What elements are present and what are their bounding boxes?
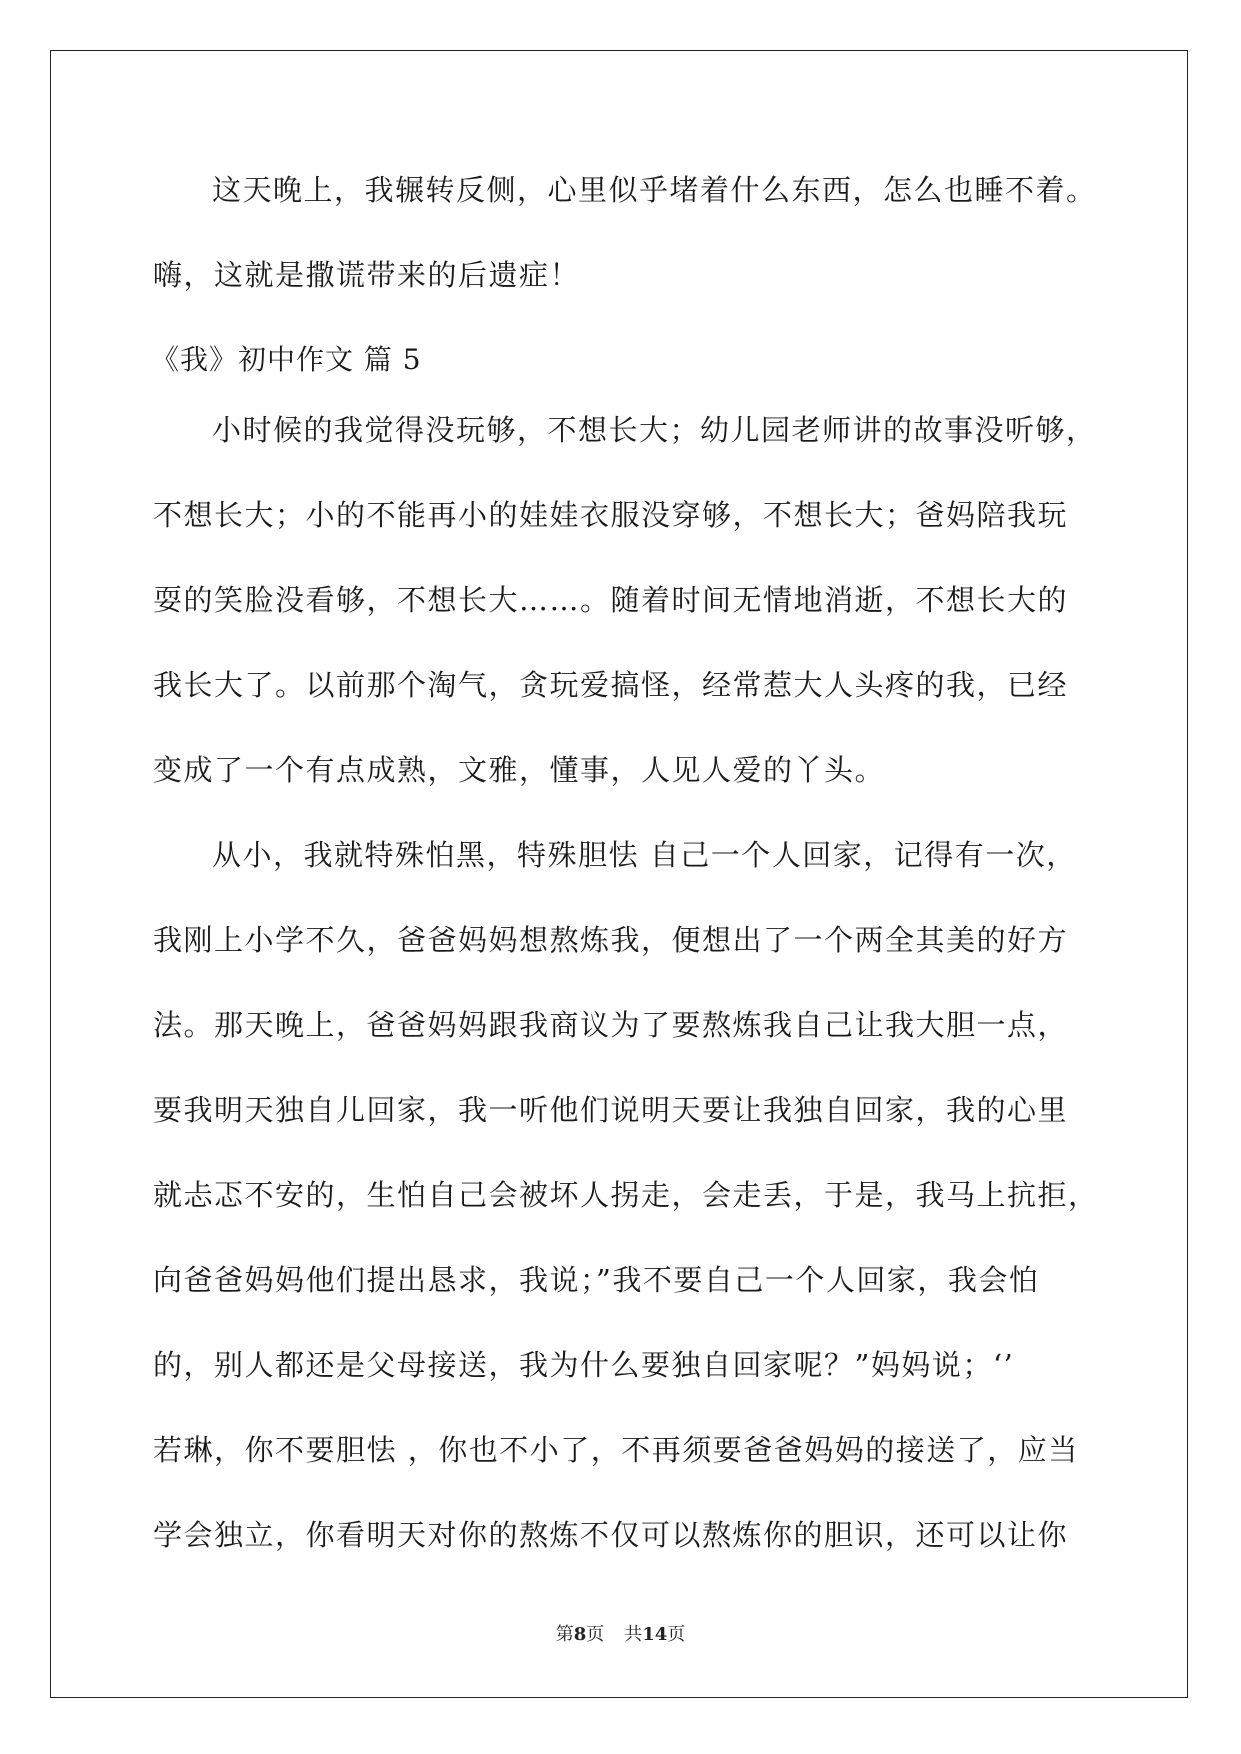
paragraph-line: 耍的笑脸没看够，不想长大……。随着时间无情地消逝，不想长大的 (153, 583, 1069, 617)
paragraph-line: 要我明天独自儿回家，我一听他们说明天要让我独自回家，我的心里 (153, 1093, 1069, 1127)
paragraph-line: 若琳，你不要胆怯 ，你也不小了，不再须要爸爸妈妈的接送了，应当 (153, 1433, 1079, 1467)
paragraph-line: 小时候的我觉得没玩够，不想长大；幼儿园老师讲的故事没听够， (212, 413, 1097, 447)
paragraph-line: 我长大了。以前那个淘气，贪玩爱搞怪，经常惹大人头疼的我，已经 (153, 668, 1069, 702)
paragraph-line: 法。那天晚上，爸爸妈妈跟我商议为了要熬炼我自己让我大胆一点， (153, 1008, 1069, 1042)
paragraph-line: 从小，我就特殊怕黑，特殊胆怯 自己一个人回家，记得有一次， (212, 838, 1077, 872)
paragraph-line: 嗨，这就是撒谎带来的后遗症！ (153, 258, 581, 292)
paragraph-line: 这天晚上，我辗转反侧，心里似乎堵着什么东西，怎么也睡不着。 (212, 173, 1097, 207)
page-footer (0, 1620, 1241, 1646)
paragraph-line: 的，别人都还是父母接送，我为什么要独自回家呢？”妈妈说；‘’ (153, 1348, 1015, 1382)
footer-prefix: 第 (555, 1624, 574, 1645)
footer-total-prefix: 共 (624, 1624, 643, 1645)
footer-page-suffix: 页 (586, 1624, 605, 1645)
footer-total-suffix: 页 (667, 1624, 686, 1645)
paragraph-line: 就忐忑不安的，生怕自己会被坏人拐走，会走丢，于是，我马上抗拒， (153, 1178, 1099, 1212)
page-number: 8 (573, 1624, 587, 1645)
paragraph-line: 不想长大；小的不能再小的娃娃衣服没穿够，不想长大；爸妈陪我玩 (153, 498, 1069, 532)
paragraph-line: 学会独立，你看明天对你的熬炼不仅可以熬炼你的胆识，还可以让你 (153, 1518, 1069, 1552)
paragraph-line: 变成了一个有点成熟，文雅，懂事，人见人爱的丫头。 (153, 753, 886, 787)
document-body (153, 165, 1103, 1595)
total-pages: 14 (642, 1624, 668, 1645)
section-heading: 《我》初中作文 篇 5 (151, 343, 422, 376)
paragraph-line: 向爸爸妈妈他们提出恳求，我说；”我不要自己一个人回家，我会怕 (153, 1263, 1040, 1297)
paragraph-line: 我刚上小学不久，爸爸妈妈想熬炼我，便想出了一个两全其美的好方 (153, 923, 1069, 957)
